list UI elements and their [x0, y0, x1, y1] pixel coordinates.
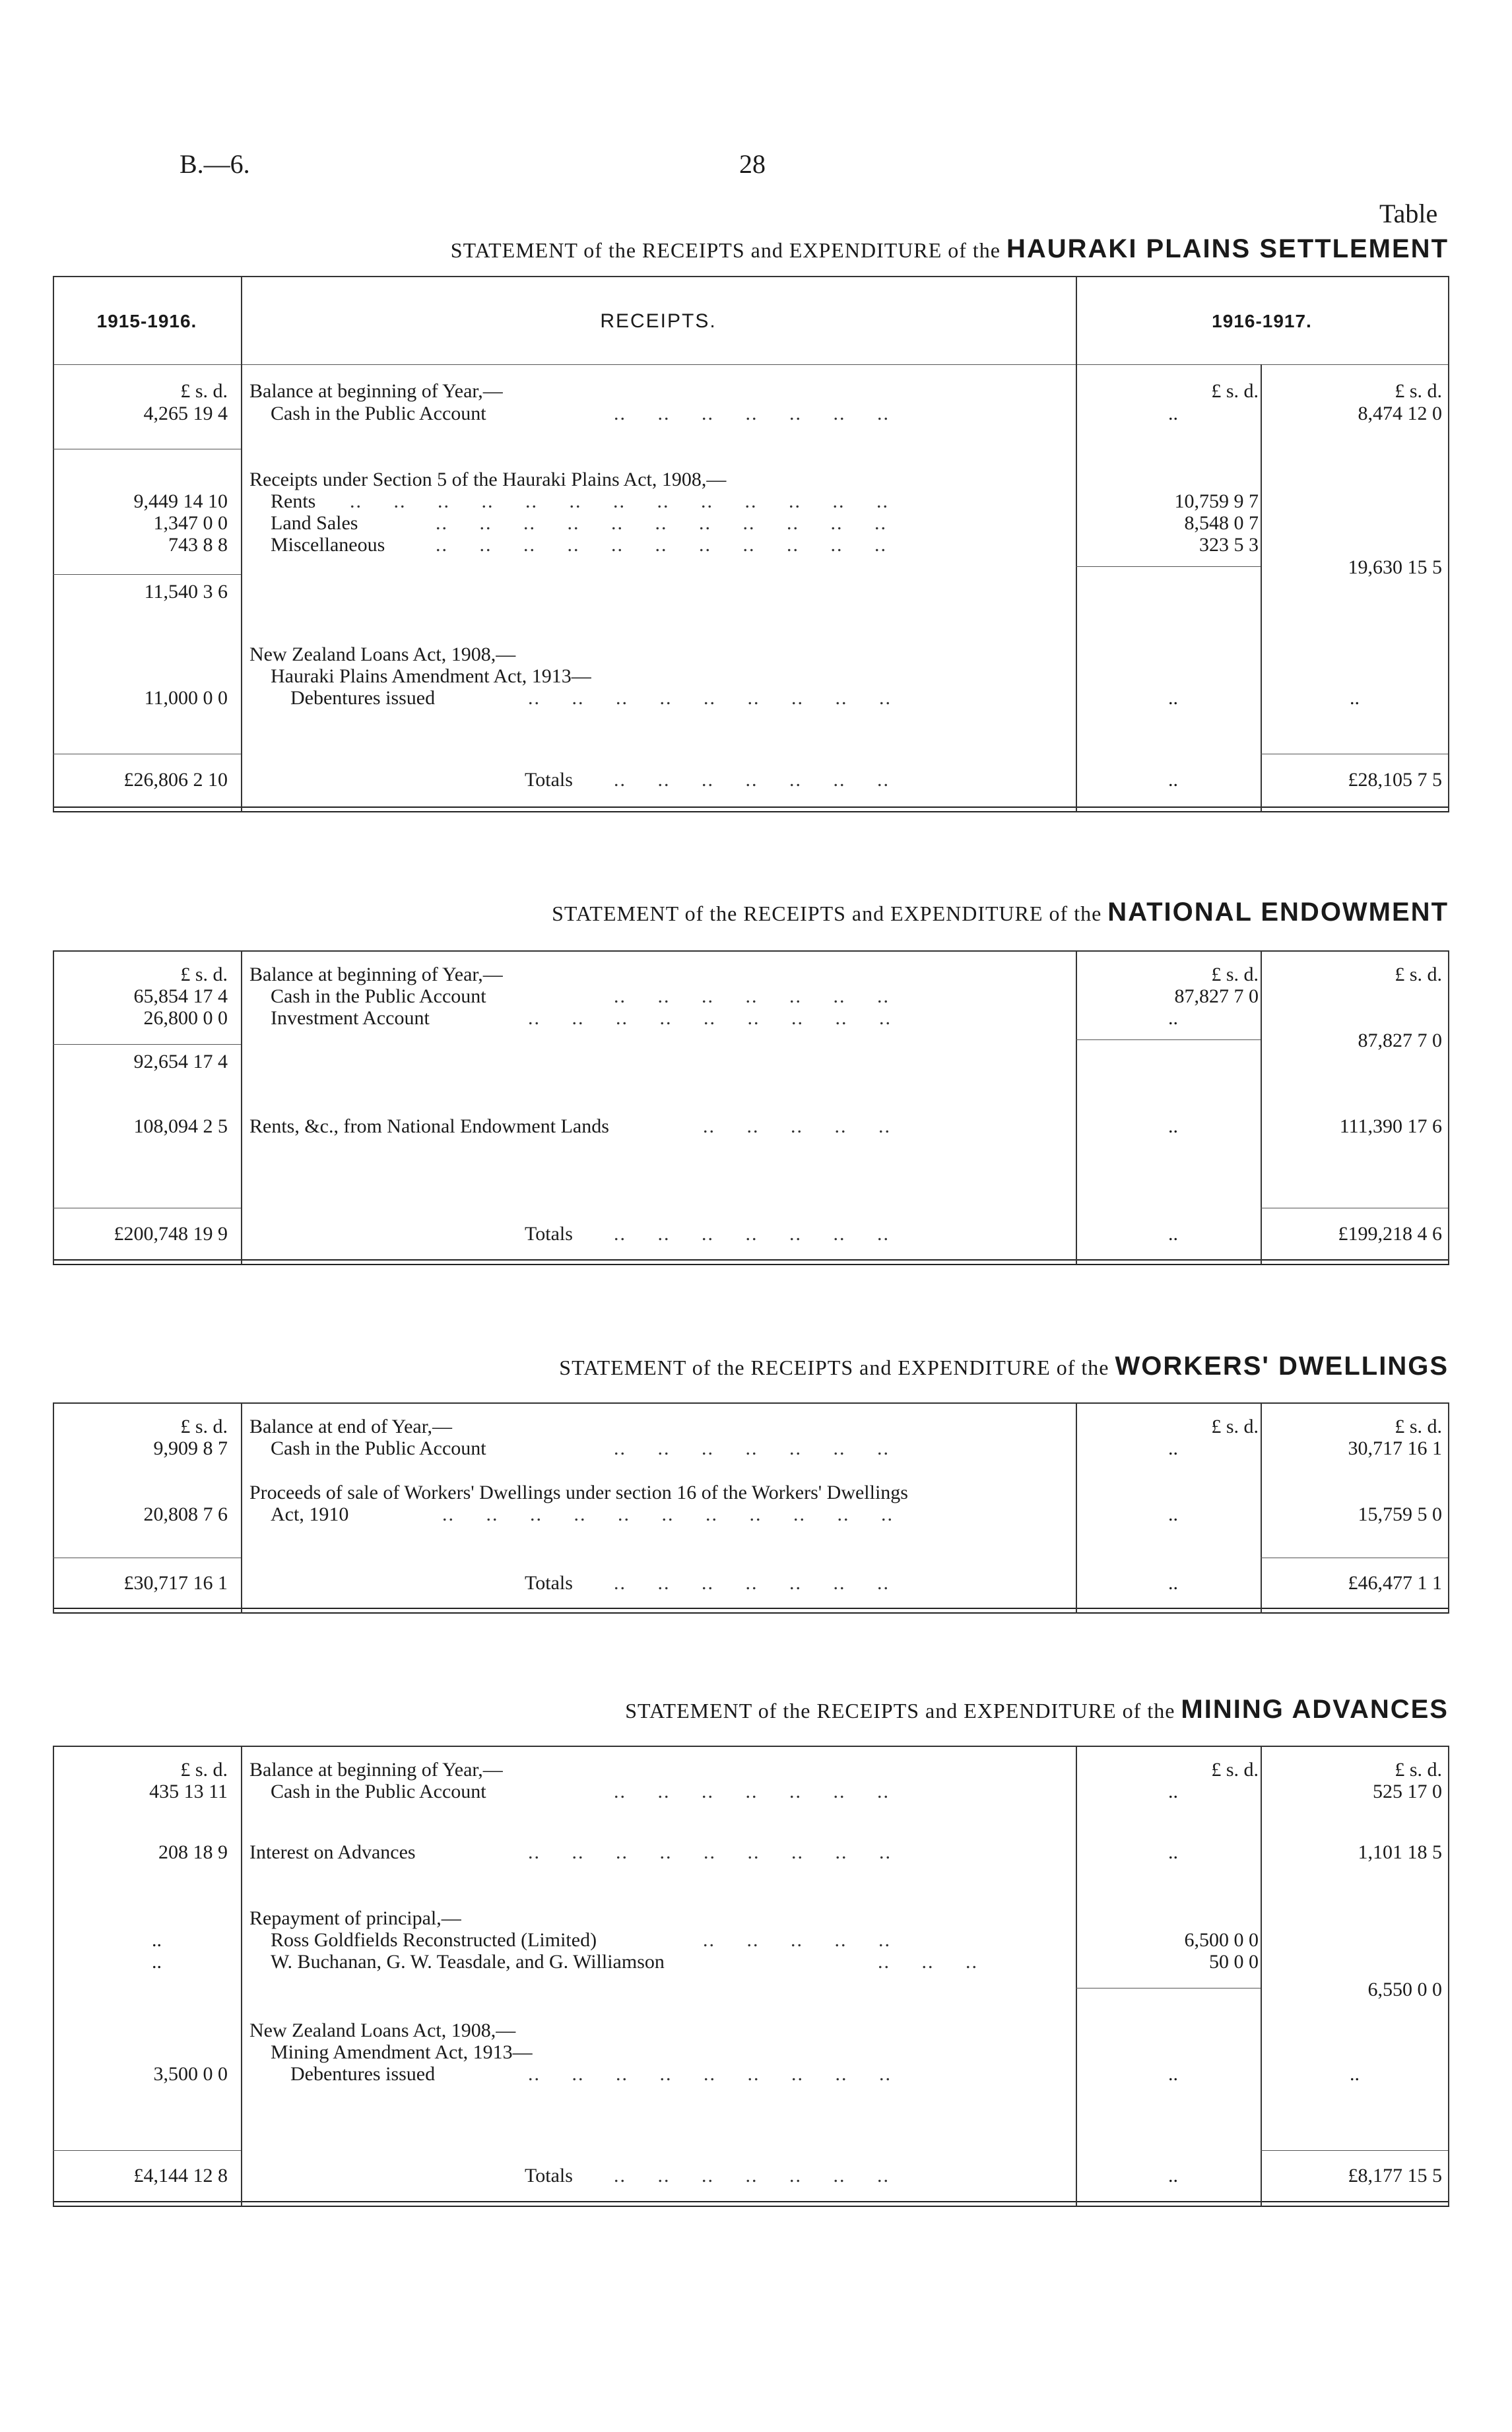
page-number: 28 — [739, 149, 766, 179]
national-r2-label: Rents, &c., from National Endowment Lands — [249, 1115, 609, 1137]
workers-r2-prev: 20,808 7 6 — [143, 1503, 228, 1525]
mining-totals-mid: .. — [1168, 2165, 1178, 2186]
hauraki-r1-item: Cash in the Public Account — [271, 403, 486, 424]
hauraki-title — [451, 234, 1449, 264]
mining-r2-mid: .. — [1168, 1841, 1178, 1863]
hauraki-r2-total: 19,630 15 5 — [1348, 556, 1442, 578]
national-totals-curr: £199,218 4 6 — [1338, 1223, 1442, 1245]
hauraki-r2-label-0: Rents — [271, 490, 316, 512]
mining-r3-total: 6,550 0 0 — [1367, 1979, 1442, 2000]
hauraki-r2-subtotal-prev: 11,540 3 6 — [144, 581, 228, 603]
hauraki-r1-head: Balance at beginning of Year,— — [249, 380, 503, 402]
hauraki-col-curr: 1916-1917. — [1212, 311, 1312, 331]
hauraki-r1-mid: .. — [1168, 403, 1178, 424]
mining-r1-mid: .. — [1168, 1781, 1178, 1802]
hauraki-r2-label-2: Miscellaneous — [271, 534, 385, 556]
national-totals-mid: .. — [1168, 1223, 1178, 1245]
hauraki-currency-head-prev: £ s. d. — [180, 380, 228, 402]
mining-r3-curr-1: 50 0 0 — [1209, 1951, 1259, 1973]
workers-r1-mid: .. — [1168, 1437, 1178, 1459]
workers-r1-item: Cash in the Public Account — [271, 1437, 486, 1459]
mining-currency-head-prev: £ s. d. — [180, 1759, 228, 1781]
mining-currency-head-mid: £ s. d. — [1211, 1759, 1259, 1781]
mining-r4-item: Debentures issued — [290, 2063, 436, 2085]
mining-title-prefix: STATEMENT of the RECEIPTS and EXPENDITURE of the — [625, 1699, 1175, 1723]
national-currency-head-curr: £ s. d. — [1395, 964, 1442, 985]
national-r1-curr-1: .. — [1168, 1007, 1178, 1029]
national-title — [552, 898, 1449, 927]
document-code: B.—6. — [180, 149, 250, 179]
hauraki-r3-head: New Zealand Loans Act, 1908,— — [249, 643, 516, 665]
hauraki-title-bold: HAURAKI PLAINS SETTLEMENT — [1006, 234, 1449, 263]
mining-r3-prev-0: .. — [152, 1929, 162, 1951]
mining-r4-prev: 3,500 0 0 — [153, 2063, 228, 2085]
mining-r2-total: 1,101 18 5 — [1358, 1841, 1442, 1863]
workers-totals-curr: £46,477 1 1 — [1348, 1572, 1442, 1594]
national-title-bold: NATIONAL ENDOWMENT — [1107, 898, 1449, 927]
workers-totals-mid: .. — [1168, 1572, 1178, 1594]
national-r1-prev-1: 26,800 0 0 — [143, 1007, 228, 1029]
workers-r2-mid: .. — [1168, 1503, 1178, 1525]
hauraki-r3-total: .. — [1350, 687, 1360, 709]
workers-totals-prev: £30,717 16 1 — [123, 1572, 228, 1594]
national-r1-label-1: Investment Account — [271, 1007, 430, 1029]
hauraki-currency-head-mid: £ s. d. — [1211, 380, 1259, 402]
mining-totals-prev: £4,144 12 8 — [133, 2165, 228, 2186]
national-r2-mid: .. — [1168, 1115, 1178, 1137]
mining-title — [625, 1695, 1449, 1725]
mining-r2-label: Interest on Advances — [249, 1841, 416, 1863]
workers-r1-total: 30,717 16 1 — [1348, 1437, 1442, 1459]
hauraki-col-prev: 1915-1916. — [96, 311, 197, 331]
workers-r1-prev: 9,909 8 7 — [153, 1437, 228, 1459]
workers-totals-label: Totals — [525, 1572, 573, 1594]
national-r1-prev-0: 65,854 17 4 — [133, 985, 228, 1007]
mining-r3-head: Repayment of principal,— — [249, 1907, 461, 1929]
hauraki-totals-prev: £26,806 2 10 — [123, 769, 228, 791]
hauraki-col-receipts: RECEIPTS. — [600, 310, 717, 332]
hauraki-title-prefix: STATEMENT of the RECEIPTS and EXPENDITURE of the — [450, 238, 1001, 262]
hauraki-r1-total: 8,474 12 0 — [1358, 403, 1442, 424]
mining-r1-item: Cash in the Public Account — [271, 1781, 486, 1802]
hauraki-totals-label: Totals — [525, 769, 573, 791]
hauraki-r2-prev-1: 1,347 0 0 — [153, 512, 228, 534]
national-r1-total: 87,827 7 0 — [1358, 1030, 1442, 1051]
national-r1-curr-0: 87,827 7 0 — [1174, 985, 1259, 1007]
hauraki-r2-curr-1: 8,548 0 7 — [1184, 512, 1259, 534]
workers-title-bold: WORKERS' DWELLINGS — [1115, 1352, 1449, 1381]
mining-r1-prev: 435 13 11 — [149, 1781, 228, 1802]
workers-r2-line2: Act, 1910 — [271, 1503, 349, 1525]
hauraki-totals-curr: £28,105 7 5 — [1348, 769, 1442, 791]
hauraki-r2-curr-2: 323 5 3 — [1199, 534, 1259, 556]
national-r1-head: Balance at beginning of Year,— — [249, 964, 503, 985]
national-currency-head-mid: £ s. d. — [1211, 964, 1259, 985]
hauraki-r2-prev-2: 743 8 8 — [168, 534, 228, 556]
mining-r3-label-0: Ross Goldfields Reconstructed (Limited) — [271, 1929, 597, 1951]
hauraki-totals-mid: .. — [1168, 769, 1178, 791]
hauraki-r3-sub: Hauraki Plains Amendment Act, 1913— — [271, 665, 591, 687]
workers-currency-head-mid: £ s. d. — [1211, 1416, 1259, 1437]
workers-r2-line1: Proceeds of sale of Workers' Dwellings under section 16 of the Workers' Dwellings — [249, 1482, 908, 1503]
workers-currency-head-curr: £ s. d. — [1395, 1416, 1442, 1437]
hauraki-r3-prev: 11,000 0 0 — [144, 687, 228, 709]
mining-title-bold: MINING ADVANCES — [1181, 1695, 1449, 1724]
table-label: Table — [1379, 199, 1438, 228]
mining-r3-label-1: W. Buchanan, G. W. Teasdale, and G. Williamson — [271, 1951, 665, 1973]
hauraki-r2-label-1: Land Sales — [271, 512, 358, 534]
national-title-prefix: STATEMENT of the RECEIPTS and EXPENDITURE of the — [552, 902, 1102, 925]
mining-totals-label: Totals — [525, 2165, 573, 2186]
mining-r1-head: Balance at beginning of Year,— — [249, 1759, 503, 1781]
mining-r4-mid: .. — [1168, 2063, 1178, 2085]
mining-currency-head-curr: £ s. d. — [1395, 1759, 1442, 1781]
workers-r1-head: Balance at end of Year,— — [249, 1416, 453, 1437]
national-r1-label-0: Cash in the Public Account — [271, 985, 486, 1007]
mining-r3-prev-1: .. — [152, 1951, 162, 1973]
mining-r1-total: 525 17 0 — [1373, 1781, 1442, 1802]
hauraki-r2-prev-0: 9,449 14 10 — [133, 490, 228, 512]
hauraki-r2-head: Receipts under Section 5 of the Hauraki Plains Act, 1908,— — [249, 469, 727, 490]
hauraki-r2-curr-0: 10,759 9 7 — [1174, 490, 1259, 512]
workers-title-prefix: STATEMENT of the RECEIPTS and EXPENDITURE of the — [559, 1356, 1109, 1379]
national-r1-subtotal-prev: 92,654 17 4 — [133, 1051, 228, 1072]
hauraki-r1-prev: 4,265 19 4 — [143, 403, 228, 424]
national-currency-head-prev: £ s. d. — [180, 964, 228, 985]
workers-r2-total: 15,759 5 0 — [1358, 1503, 1442, 1525]
national-totals-label: Totals — [525, 1223, 573, 1245]
workers-title — [559, 1352, 1449, 1381]
hauraki-r3-item: Debentures issued — [290, 687, 436, 709]
hauraki-r3-mid: .. — [1168, 687, 1178, 709]
mining-r4-sub: Mining Amendment Act, 1913— — [271, 2041, 533, 2063]
mining-totals-curr: £8,177 15 5 — [1348, 2165, 1442, 2186]
mining-r3-curr-0: 6,500 0 0 — [1184, 1929, 1259, 1951]
national-r2-prev: 108,094 2 5 — [133, 1115, 228, 1137]
national-totals-prev: £200,748 19 9 — [114, 1223, 228, 1245]
mining-r4-head: New Zealand Loans Act, 1908,— — [249, 2020, 516, 2041]
workers-currency-head-prev: £ s. d. — [180, 1416, 228, 1437]
hauraki-currency-head-curr: £ s. d. — [1395, 380, 1442, 402]
mining-r2-prev: 208 18 9 — [158, 1841, 228, 1863]
mining-r4-total: .. — [1350, 2063, 1360, 2085]
national-r2-total: 111,390 17 6 — [1339, 1115, 1442, 1137]
